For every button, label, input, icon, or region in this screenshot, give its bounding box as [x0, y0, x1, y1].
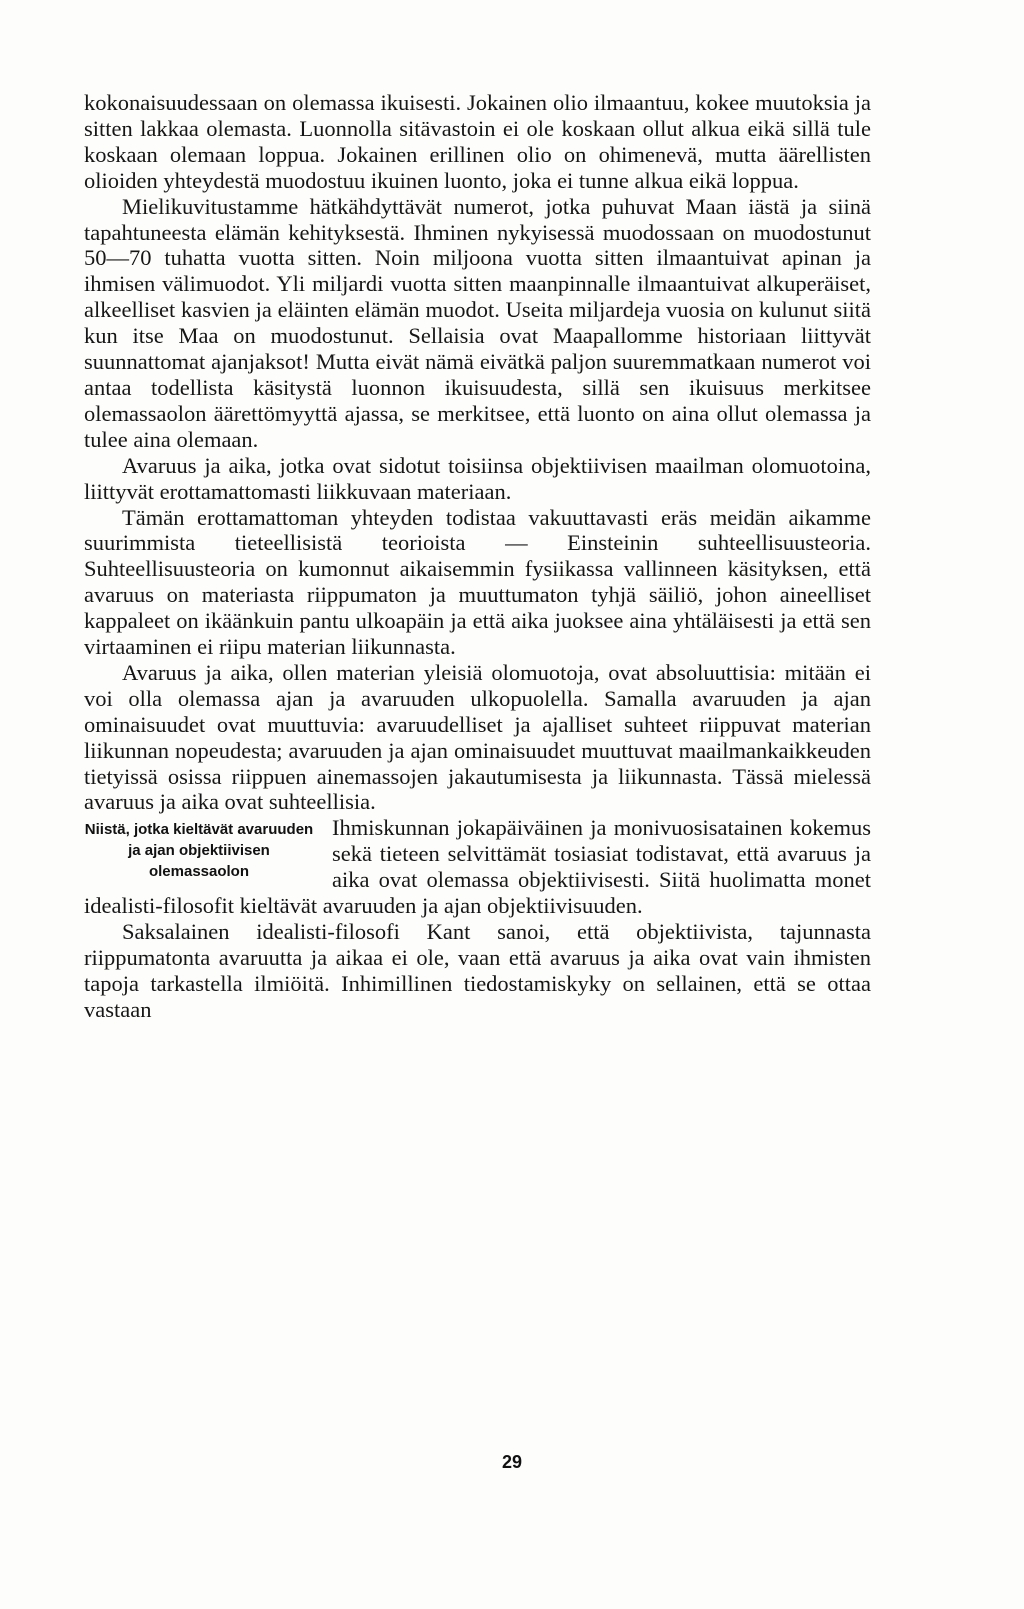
paragraph: Avaruus ja aika, jotka ovat sidotut toisiinsa objektiivisen maailman olomuotoina, liittyvät erottamattomasti liikkuvaan materiaan.: [84, 452, 871, 504]
paragraph: kokonaisuudessaan on olemassa ikuisesti. Jokainen olio ilmaantuu, kokee muutoksia ja sitten lakkaa olemasta. Luonnolla sitävastoin ei ole koskaan ollut alkua eikä sillä tule koskaan olemaan loppua. Jokainen erillinen olio on ohimenevä, mutta äärellisten olioiden yhteydestä muodostuu ikuinen luonto, joka ei tunne alkua eikä loppua.: [84, 90, 871, 193]
page-number: 29: [501, 1452, 523, 1472]
paragraph: Tämän erottamattoman yhteyden todistaa vakuuttavasti eräs meidän aikamme suurimmista tieteellisistä teorioista — Einsteinin suhteellisuusteoria. Suhteellisuusteoria on kumonnut aikaisemmin fysiikassa vallinneen käsityksen, että avaruus on materiasta riippumaton ja muuttumaton tyhjä säiliö, johon aineelliset kappaleet on ikäänkuin pantu ulkoapäin ja että aika juoksee aina yhtäläisesti ja että sen virtaaminen ei riipu materian liikunnasta.: [84, 504, 871, 660]
margin-heading: Niistä, jotka kieltävät avaruuden ja ajan objektiivisen olemassaolon: [84, 821, 314, 881]
paragraph: Mielikuvitustamme hätkähdyttävät numerot, jotka puhuvat Maan iästä ja siinä tapahtuneesta elämän kehityksestä. Ihminen nykyisessä muodossaan on muodostunut 50—70 tuhatta vuotta sitten. Noin miljoona vuotta sitten ilmaantuivat apinan ja ihmisen välimuodot. Yli miljardi vuotta sitten maanpinnalle ilmaantuivat alkuperäiset, alkeelliset kasvien ja eläinten elämän muodot. Useita miljardeja vuosia on kulunut siitä kun itse Maa on muodostunut. Sellaisia ovat Maapallomme historiaan liittyvät suunnattomat ajanjaksot! Mutta eivät nämä eivätkä paljon suuremmatkaan numerot voi antaa todellista käsitystä luonnon ikuisuudesta, sillä sen ikuisuus merkitsee olemassaolon äärettömyyttä ajassa, se merkitsee, että luonto on aina ollut olemassa ja tulee aina olemaan.: [84, 193, 871, 452]
paragraph: Saksalainen idealisti-filosofi Kant sanoi, että objektiivista, tajunnasta riippumatonta avaruutta ja aikaa ei ole, vaan että avaruus ja aika ovat vain ihmisten tapoja tarkastella ilmiöitä. Inhimillinen tiedostamiskyky on sellainen, että se ottaa vastaan: [84, 919, 871, 1022]
body-text: [84, 90, 871, 1023]
paragraph: Ihmiskunnan jokapäiväinen ja monivuosisatainen kokemus sekä tieteen selvittämät tosiasiat todistavat, että avaruus ja aika ovat olemassa objektiivisesti. Siitä huolimatta monet idealisti-filosofit kieltävät avaruuden ja ajan objektiivisuuden.: [84, 815, 871, 919]
paragraph: Avaruus ja aika, ollen materian yleisiä olomuotoja, ovat absoluuttisia: mitään ei voi olla olemassa ajan ja avaruuden ulkopuolella. Samalla avaruuden ja ajan ominaisuudet ovat muuttuvia: avaruudelliset ja ajalliset suhteet riippuvat materian liikunnan nopeudesta; avaruuden ja ajan ominaisuudet muuttuvat maailmankaikkeuden tietyissä osissa riippuen ainemassojen jakautumisesta ja liikunnasta. Tässä mielessä avaruus ja aika ovat suhteellisia.: [84, 659, 871, 815]
